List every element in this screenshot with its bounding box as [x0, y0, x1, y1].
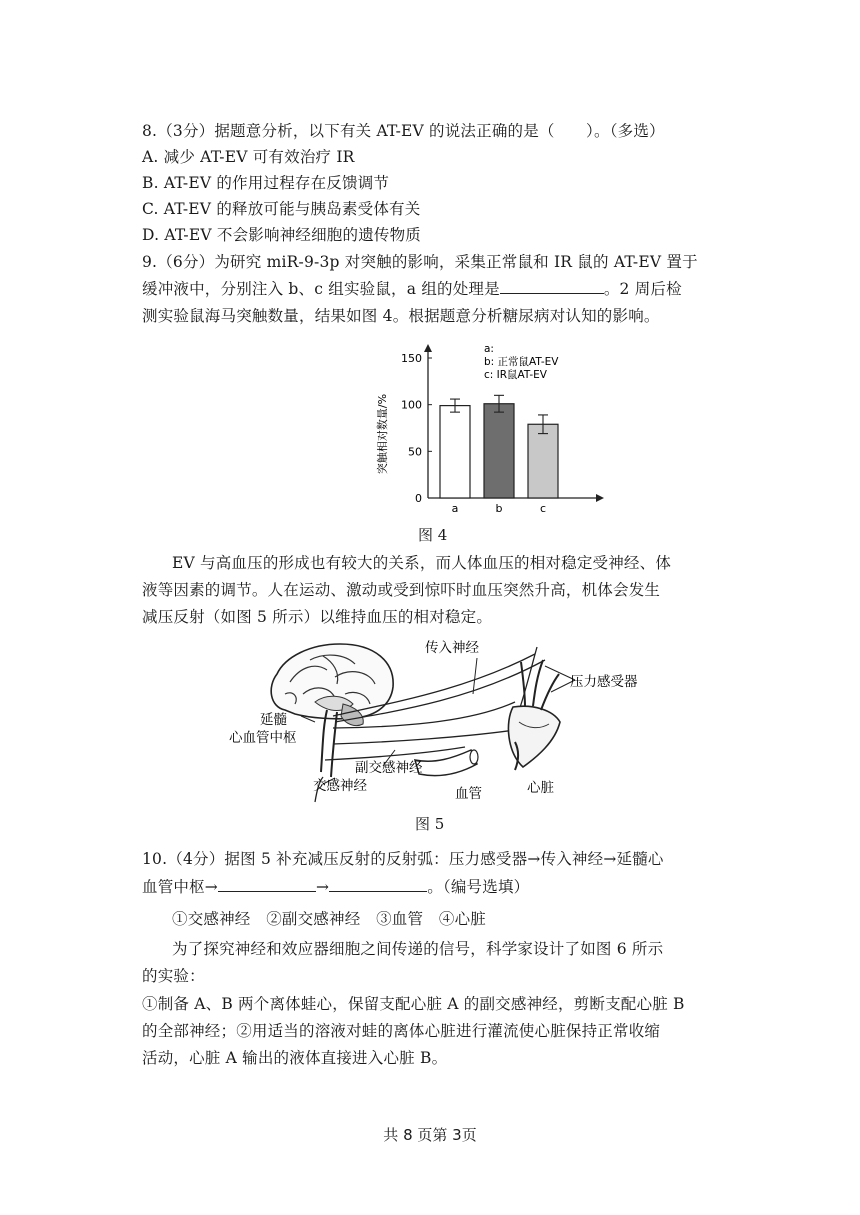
question-8-option-d: D. AT-EV 不会影响神经细胞的遗传物质 [142, 226, 421, 244]
question-10-line-2 [142, 876, 529, 898]
label-sympathetic-nerve: 交感神经 [313, 778, 367, 794]
y-axis-arrow [424, 344, 432, 352]
bar-b [484, 404, 514, 498]
x-tick-label-b: b [495, 502, 503, 515]
question-10-text-a: 血管中枢→ [142, 878, 218, 896]
legend-entry-1: b: 正常鼠AT-EV [484, 356, 559, 368]
legend-entry-0: a: [484, 343, 494, 355]
x-tick-label-c: c [539, 502, 547, 515]
figure-5-reflex-diagram [215, 632, 675, 812]
page-footer: 共 8 页第 3页 [383, 1126, 477, 1144]
y-axis-label: 突触相对数量/% [376, 393, 389, 475]
figure-4-caption: 图 4 [418, 526, 448, 544]
question-8-option-a: A. 减少 AT-EV 可有效治疗 IR [142, 148, 355, 166]
y-tick-label: 50 [408, 445, 422, 459]
heart-illustration [508, 660, 560, 770]
x-axis-arrow [596, 494, 604, 502]
answer-blank-effector-pathway-2[interactable] [329, 877, 427, 892]
y-tick-label: 100 [401, 398, 422, 412]
label-medulla: 延髓 [260, 712, 287, 728]
paragraph-2-line-2: 的实验： [142, 967, 205, 985]
label-blood-vessel: 血管 [455, 786, 482, 802]
question-9-line-2 [142, 278, 682, 300]
legend-entry-2: c: IR鼠AT-EV [484, 369, 547, 381]
y-tick-label: 0 [415, 492, 422, 505]
x-tick-label-a: a [451, 502, 459, 515]
blood-vessel-illustration [415, 750, 478, 776]
label-cardiovascular-center: 心血管中枢 [229, 730, 297, 746]
paragraph-1-line-2: 液等因素的调节。人在运动、激动或受到惊吓时血压突然升高，机体会发生 [142, 581, 661, 599]
question-8-option-c: C. AT-EV 的释放可能与胰岛素受体有关 [142, 200, 421, 218]
figure-4-bar-chart [370, 338, 610, 520]
answer-blank-effector-pathway-1[interactable] [218, 877, 316, 892]
question-8-stem: 8.（3分）据题意分析，以下有关 AT-EV 的说法正确的是（ ）。（多选） [142, 122, 665, 140]
question-10-arrow: → [316, 878, 330, 896]
paragraph-2-line-4: 的全部神经；②用适当的溶液对蛙的离体心脏进行灌流使心脏保持正常收缩 [142, 1022, 661, 1040]
answer-blank-a-treatment[interactable] [500, 279, 604, 294]
bar-a [440, 406, 470, 498]
figure-5-caption: 图 5 [415, 815, 445, 833]
question-8-option-b: B. AT-EV 的作用过程存在反馈调节 [142, 174, 390, 192]
label-baroreceptor: 压力感受器 [570, 674, 638, 690]
question-10-text-c: 。（编号选填） [427, 878, 530, 896]
label-parasympathetic-nerve: 副交感神经 [355, 760, 423, 776]
paragraph-1-line-1: EV 与高血压的形成也有较大的关系，而人体血压的相对稳定受神经、体 [172, 554, 672, 572]
y-tick-label: 150 [401, 352, 422, 365]
paragraph-1-line-3: 减压反射（如图 5 所示）以维持血压的相对稳定。 [142, 608, 493, 626]
question-10-line-1: 10.（4分）据图 5 补充减压反射的反射弧：压力感受器→传入神经→延髓心 [142, 850, 664, 868]
chart-bars [440, 395, 558, 515]
bar-c [528, 424, 558, 498]
paragraph-2-line-3: ①制备 A、B 两个离体蛙心，保留支配心脏 A 的副交感神经，剪断支配心脏 B [142, 995, 685, 1013]
paragraph-2-line-1: 为了探究神经和效应器细胞之间传递的信号，科学家设计了如图 6 所示 [172, 940, 664, 958]
question-9-text-a: 缓冲液中，分别注入 b、c 组实验鼠，a 组的处理是 [142, 280, 500, 298]
label-heart: 心脏 [527, 780, 554, 796]
label-afferent-nerve: 传入神经 [425, 640, 479, 656]
paragraph-2-line-5: 活动，心脏 A 输出的液体直接进入心脏 B。 [142, 1049, 448, 1067]
chart-legend [484, 343, 559, 381]
question-9-text-b: 。2 周后检 [603, 280, 682, 298]
question-10-choices: ①交感神经 ②副交感神经 ③血管 ④心脏 [172, 910, 487, 928]
question-9-line-3: 测实验鼠海马突触数量，结果如图 4。根据题意分析糖尿病对认知的影响。 [142, 307, 660, 325]
question-9-line-1: 9.（6分）为研究 miR-9-3p 对突触的影响，采集正常鼠和 IR 鼠的 AT-EV 置于 [142, 253, 698, 271]
